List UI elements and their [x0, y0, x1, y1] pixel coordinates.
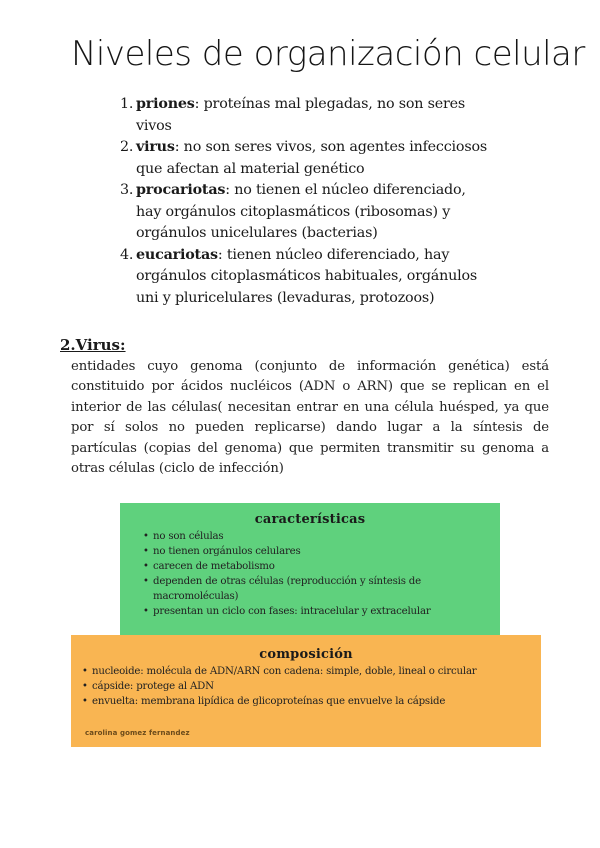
level-item-virus	[120, 137, 490, 180]
level-term: eucariotas	[136, 246, 218, 263]
level-item-eucariotas	[120, 245, 490, 310]
list-item	[82, 694, 532, 709]
level-description: : no son seres vivos, son agentes infecciosos que afectan al material genético	[136, 139, 488, 177]
characteristic-text: presentan un ciclo con fases: intracelular y extracelular	[153, 606, 431, 617]
characteristics-list	[143, 529, 453, 619]
level-item-procariotas	[120, 180, 490, 245]
page-title: Niveles de organización celular	[71, 34, 585, 74]
characteristic-text: dependen de otras células (reproducción y síntesis de macromoléculas)	[153, 576, 421, 602]
composition-text: cápside: protege al ADN	[92, 681, 214, 692]
level-description: : no tienen el núcleo diferenciado, hay orgánulos citoplasmáticos (ribosomas) y orgánulos unicelulares (bacterias)	[136, 182, 466, 241]
characteristic-text: no son células	[153, 531, 224, 542]
level-term: priones	[136, 96, 195, 112]
characteristic-text: carecen de metabolismo	[153, 561, 275, 572]
composition-list	[82, 664, 532, 709]
bullet-icon: •	[82, 681, 88, 692]
organization-levels-list	[120, 94, 490, 309]
level-item-priones	[120, 94, 490, 137]
composition-text: envuelta: membrana lipídica de glicoproteínas que envuelve la cápside	[92, 696, 446, 707]
bullet-icon: •	[82, 666, 88, 677]
characteristic-text: no tienen orgánulos celulares	[153, 546, 301, 557]
list-item	[143, 529, 453, 544]
list-item	[143, 559, 453, 574]
level-term: procariotas	[136, 182, 226, 198]
author-name: carolina gomez fernandez	[85, 729, 190, 737]
list-item	[143, 544, 453, 559]
bullet-icon: •	[82, 696, 88, 707]
list-number: 4.	[120, 246, 134, 263]
list-number: 1.	[120, 96, 134, 112]
composition-box	[71, 635, 541, 747]
list-item	[143, 604, 453, 619]
list-item	[143, 574, 453, 604]
characteristics-box	[120, 503, 500, 637]
virus-definition-paragraph: entidades cuyo genoma (conjunto de información genética) está constituido por ácidos nucléicos (ADN o ARN) que se replican en el interior de las células( necesitan entrar en una célula huésped, ya que por sí solos no pueden replicarse) dando lugar a la síntesis de partículas (copias del genoma) que permiten transmitir su genoma a otras células (ciclo de infección)	[71, 359, 549, 477]
virus-section-heading: 2.Virus:	[60, 336, 126, 354]
bullet-icon: •	[143, 606, 149, 617]
list-item	[82, 679, 532, 694]
list-number: 3.	[120, 182, 134, 198]
list-number: 2.	[120, 139, 134, 155]
level-description: : proteínas mal plegadas, no son seres vivos	[136, 96, 466, 134]
level-description: : tienen núcleo diferenciado, hay orgánulos citoplasmáticos habituales, orgánulos uni y pluricelulares (levaduras, protozoos)	[136, 246, 478, 306]
level-term: virus	[136, 139, 175, 155]
characteristics-title: características	[254, 512, 366, 527]
bullet-icon: •	[143, 546, 149, 557]
list-item	[82, 664, 532, 679]
bullet-icon: •	[143, 531, 149, 542]
bullet-icon: •	[143, 561, 149, 572]
composition-title: composición	[259, 647, 353, 662]
bullet-icon: •	[143, 576, 149, 587]
composition-text: nucleoide: molécula de ADN/ARN con cadena: simple, doble, lineal o circular	[92, 666, 477, 677]
